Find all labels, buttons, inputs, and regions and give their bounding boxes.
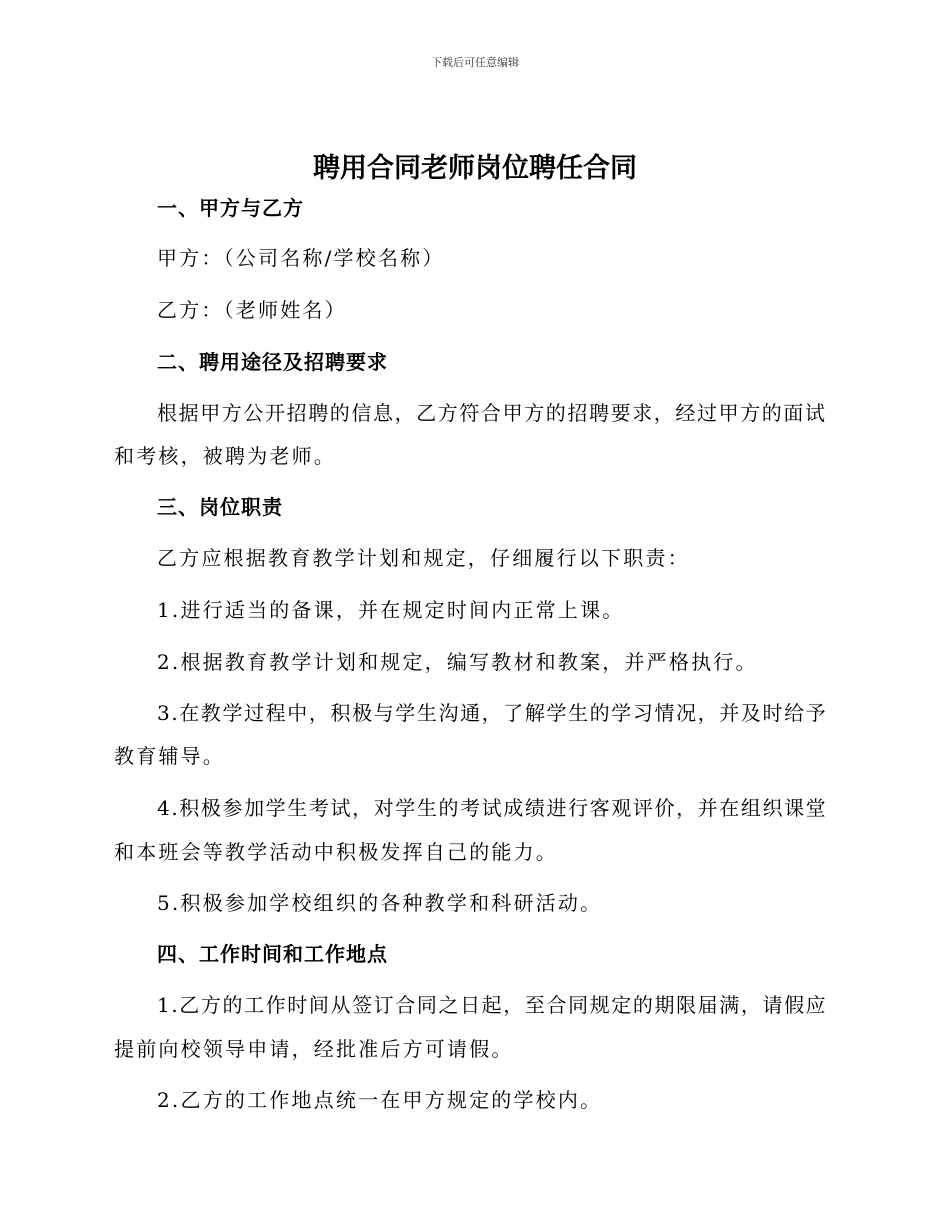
paragraph-line: 和考核，被聘为老师。 xyxy=(114,444,336,468)
section-heading-duties: 三、岗位职责 xyxy=(157,495,283,519)
party-a-line: 甲方：（公司名称/学校名称） xyxy=(157,246,445,270)
list-item: 5.积极参加学校组织的各种教学和科研活动。 xyxy=(157,891,603,915)
paragraph-line: 根据甲方公开招聘的信息，乙方符合甲方的招聘要求，经过甲方的面试 xyxy=(157,401,827,425)
list-item: 4.积极参加学生考试，对学生的考试成绩进行客观评价，并在组织课堂 xyxy=(157,796,828,820)
document-title: 聘用合同老师岗位聘任合同 xyxy=(313,153,637,184)
page-header-note: 下载后可任意编辑 xyxy=(431,56,519,69)
list-item-continuation: 教育辅导。 xyxy=(114,744,225,768)
list-item: 3.在教学过程中，积极与学生沟通，了解学生的学习情况，并及时给予 xyxy=(157,701,828,725)
list-item: 2.根据教育教学计划和规定，编写教材和教案，并严格执行。 xyxy=(157,650,758,674)
list-item: 2.乙方的工作地点统一在甲方规定的学校内。 xyxy=(157,1088,603,1112)
list-item-continuation: 和本班会等教学活动中积极发挥自己的能力。 xyxy=(114,840,558,864)
list-item: 1.进行适当的备课，并在规定时间内正常上课。 xyxy=(157,598,625,622)
section-heading-parties: 一、甲方与乙方 xyxy=(157,196,304,220)
paragraph-line: 乙方应根据教育教学计划和规定，仔细履行以下职责： xyxy=(157,546,690,570)
section-heading-worktime: 四、工作时间和工作地点 xyxy=(157,942,388,966)
section-heading-recruitment: 二、聘用途径及招聘要求 xyxy=(157,350,388,374)
party-b-line: 乙方：（老师姓名） xyxy=(157,298,347,322)
list-item-continuation: 提前向校领导申请，经批准后方可请假。 xyxy=(114,1037,514,1061)
list-item: 1.乙方的工作时间从签订合同之日起，至合同规定的期限届满，请假应 xyxy=(157,993,828,1017)
